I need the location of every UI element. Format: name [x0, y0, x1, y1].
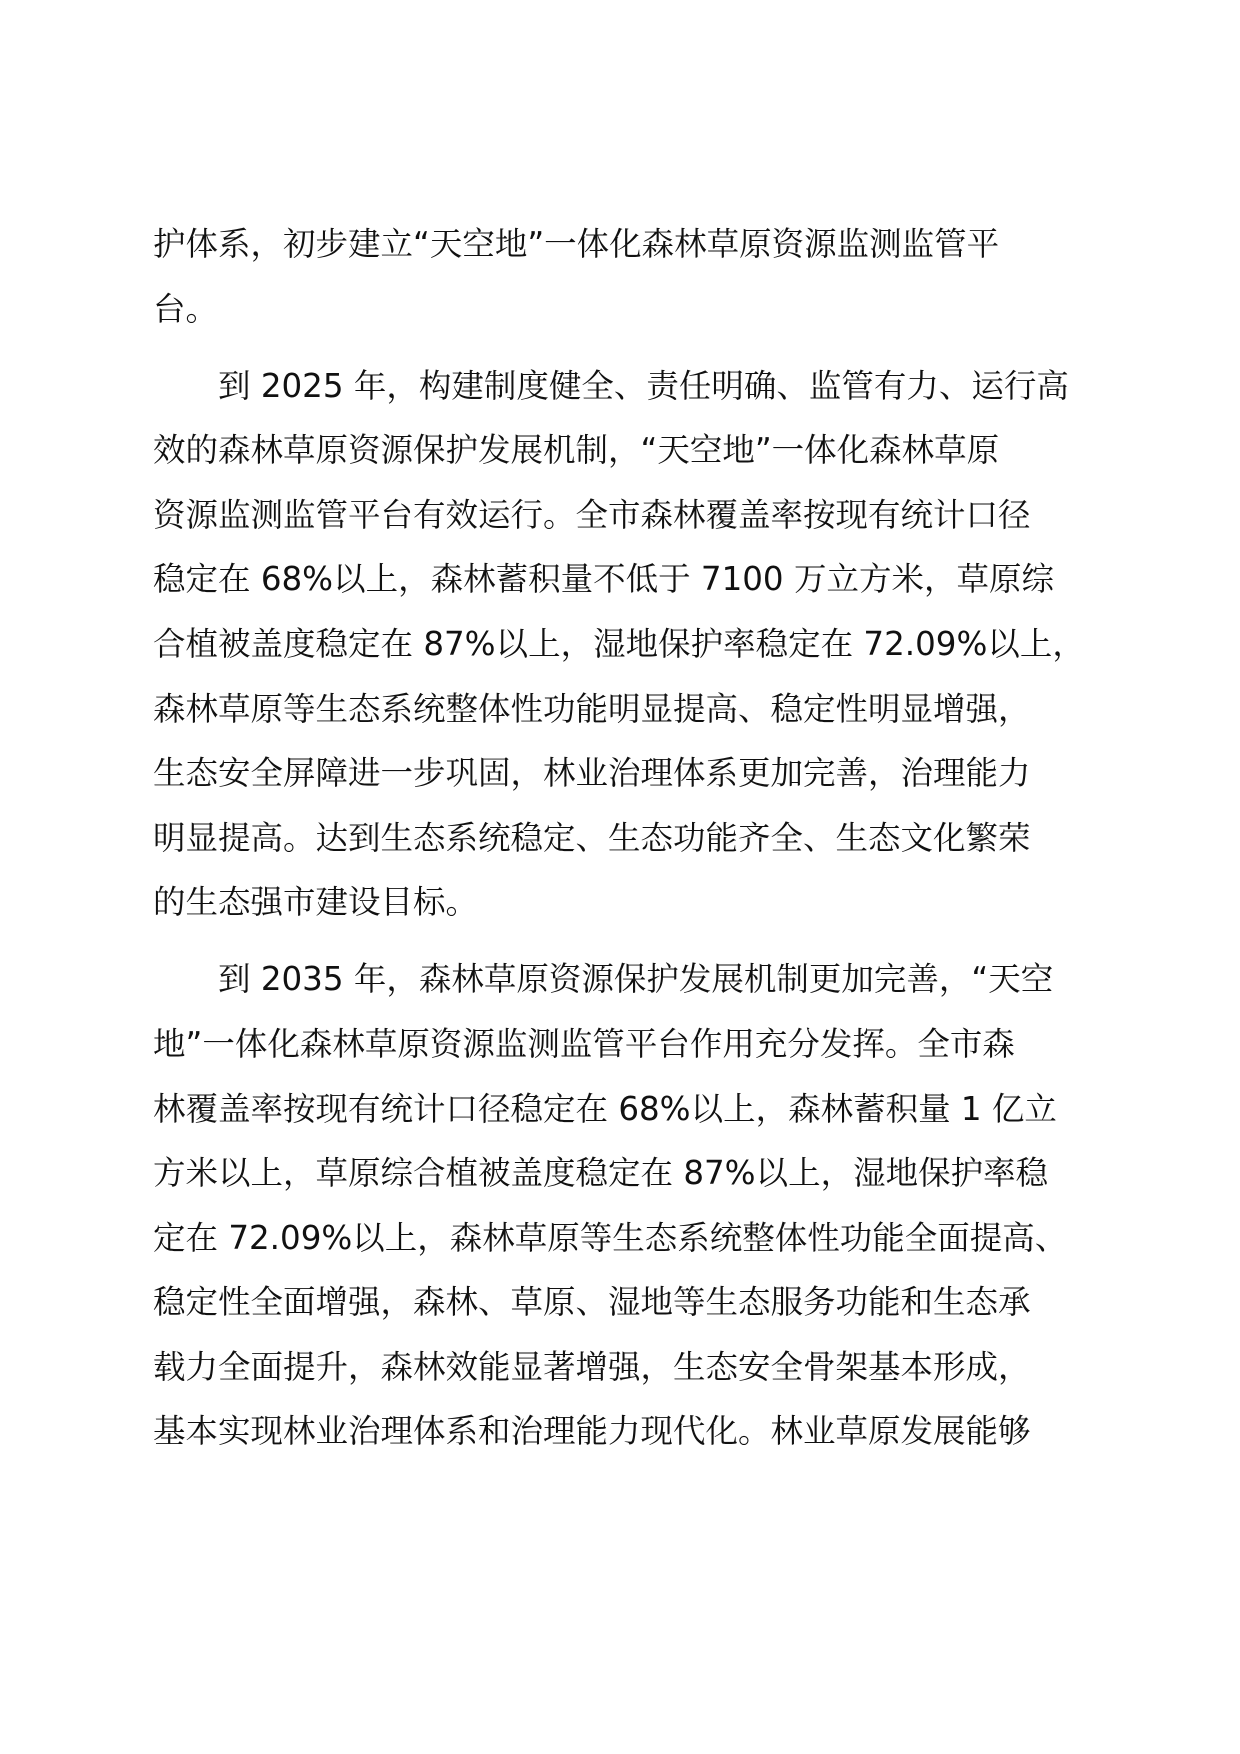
- text-line: 定在 72.09%以上，森林草原等生态系统整体性功能全面提高、: [153, 1218, 1068, 1257]
- document-body: [153, 212, 1113, 1464]
- text-line: 生态安全屏障进一步巩固，林业治理体系更加完善，治理能力: [153, 754, 1031, 793]
- paragraph-2025-targets: [153, 354, 1113, 935]
- text-line: 载力全面提升，森林效能显著增强，生态安全骨架基本形成，: [153, 1347, 1031, 1386]
- text-line: 稳定性全面增强，森林、草原、湿地等生态服务功能和生态承: [153, 1283, 1031, 1322]
- text-line: 效的森林草原资源保护发展机制，“天空地”一体化森林草原: [153, 431, 1000, 470]
- paragraph-1: [153, 212, 1113, 341]
- text-line: 稳定在 68%以上，森林蓄积量不低于 7100 万立方米，草原综: [153, 560, 1054, 599]
- text-line: 林覆盖率按现有统计口径稳定在 68%以上，森林蓄积量 1 亿立: [153, 1089, 1057, 1128]
- text-line: 到 2035 年，森林草原资源保护发展机制更加完善，“天空: [218, 960, 1054, 999]
- text-line: 森林草原等生态系统整体性功能明显提高、稳定性明显增强，: [153, 689, 1031, 728]
- text-line: 的生态强市建设目标。: [153, 883, 479, 922]
- text-line: 基本实现林业治理体系和治理能力现代化。林业草原发展能够: [153, 1412, 1031, 1451]
- text-line: 地”一体化森林草原资源监测监管平台作用充分发挥。全市森: [153, 1024, 1015, 1063]
- text-line: 合植被盖度稳定在 87%以上，湿地保护率稳定在 72.09%以上，: [153, 624, 1085, 663]
- text-line: 台。: [153, 289, 219, 328]
- paragraph-2035-targets: [153, 947, 1113, 1464]
- text-line: 方米以上，草原综合植被盖度稳定在 87%以上，湿地保护率稳: [153, 1154, 1049, 1193]
- text-line: 资源监测监管平台有效运行。全市森林覆盖率按现有统计口径: [153, 495, 1031, 534]
- text-line: 到 2025 年，构建制度健全、责任明确、监管有力、运行高: [218, 366, 1069, 405]
- paragraph-gap: [153, 935, 1113, 947]
- text-line: 护体系，初步建立“天空地”一体化森林草原资源监测监管平: [153, 225, 1000, 263]
- text-line: 明显提高。达到生态系统稳定、生态功能齐全、生态文化繁荣: [153, 818, 1031, 857]
- paragraph-gap: [153, 341, 1113, 353]
